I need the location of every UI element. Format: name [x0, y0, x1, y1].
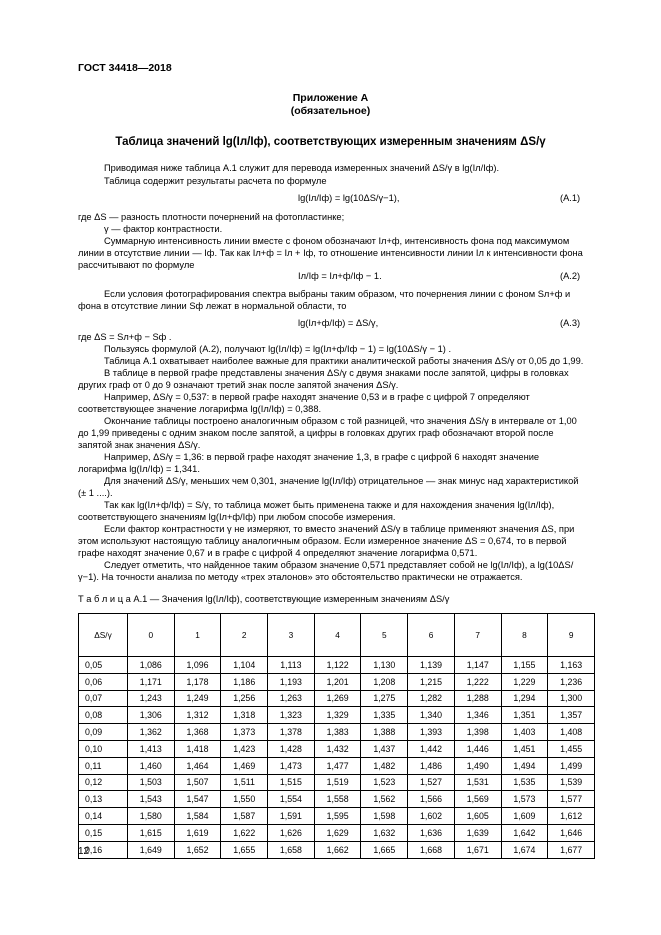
value-cell: 1,543 — [127, 791, 174, 808]
value-cell: 1,639 — [454, 824, 501, 841]
value-cell: 1,222 — [454, 673, 501, 690]
value-cell: 1,306 — [127, 707, 174, 724]
value-cell: 1,550 — [221, 791, 268, 808]
value-cell: 1,362 — [127, 724, 174, 741]
value-cell: 1,451 — [501, 740, 548, 757]
value-cell: 1,609 — [501, 808, 548, 825]
paragraph-7: где ΔS = Sл+ф − Sф . — [78, 332, 172, 342]
value-cell: 1,236 — [548, 673, 595, 690]
value-cell: 1,591 — [268, 808, 315, 825]
value-cell: 1,605 — [454, 808, 501, 825]
value-cell: 1,455 — [548, 740, 595, 757]
table-row — [79, 740, 595, 757]
value-cell: 1,486 — [408, 757, 455, 774]
value-cell: 1,677 — [548, 841, 595, 858]
main-title: Таблица значений lg(Iл/Iф), соответствующих измеренным значениям ΔS/γ — [115, 136, 546, 148]
value-cell: 1,595 — [314, 808, 361, 825]
value-cell: 1,662 — [314, 841, 361, 858]
value-cell: 1,482 — [361, 757, 408, 774]
value-cell: 1,282 — [408, 690, 455, 707]
value-cell: 1,527 — [408, 774, 455, 791]
header-cell: 8 — [501, 614, 548, 657]
value-cell: 1,577 — [548, 791, 595, 808]
value-cell: 1,351 — [501, 707, 548, 724]
value-cell: 1,263 — [268, 690, 315, 707]
value-cell: 1,494 — [501, 757, 548, 774]
paragraph-2: Таблица содержит результаты расчета по формуле — [104, 176, 327, 186]
value-cell: 1,340 — [408, 707, 455, 724]
value-cell: 1,535 — [501, 774, 548, 791]
value-cell: 1,171 — [127, 673, 174, 690]
row-key-cell: 0,06 — [79, 673, 128, 690]
value-cell: 1,515 — [268, 774, 315, 791]
header-cell: 5 — [361, 614, 408, 657]
table-row — [79, 673, 595, 690]
value-cell: 1,122 — [314, 657, 361, 674]
paragraph-10: В таблице в первой графе представлены значения ΔS/γ с двумя знаками после запятой, цифры в головках других граф от 0 до 9 означают третий знак после запятой значения ΔS/γ. — [78, 368, 569, 390]
value-cell: 1,473 — [268, 757, 315, 774]
value-cell: 1,632 — [361, 824, 408, 841]
value-cell: 1,503 — [127, 774, 174, 791]
paragraph-9: Таблица А.1 охватывает наиболее важные для практики аналитической работы значения ΔS/γ от 0,05 до 1,99. — [104, 356, 584, 366]
value-cell: 1,413 — [127, 740, 174, 757]
value-cell: 1,201 — [314, 673, 361, 690]
value-cell: 1,249 — [174, 690, 221, 707]
row-key-cell: 0,10 — [79, 740, 128, 757]
value-cell: 1,130 — [361, 657, 408, 674]
value-cell: 1,178 — [174, 673, 221, 690]
table-row — [79, 757, 595, 774]
value-cell: 1,584 — [174, 808, 221, 825]
value-cell: 1,580 — [127, 808, 174, 825]
value-cell: 1,398 — [454, 724, 501, 741]
formula-2: Iл/Iф = Iл+ф/Iф − 1. — [298, 271, 382, 281]
table-row — [79, 791, 595, 808]
value-cell: 1,139 — [408, 657, 455, 674]
value-cell: 1,646 — [548, 824, 595, 841]
value-cell: 1,113 — [268, 657, 315, 674]
paragraph-3: где ΔS — разность плотности почернений на фотопластинке; — [78, 212, 345, 222]
value-cell: 1,096 — [174, 657, 221, 674]
row-key-cell: 0,14 — [79, 808, 128, 825]
table-row — [79, 824, 595, 841]
paragraph-17: Следует отметить, что найденное таким образом значение 0,571 представляет собой не lg(Iл/Iф), а lg(10ΔS/γ−1). На точности анализа по методу «трех эталонов» это обстоятельство практически не отражается. — [78, 560, 574, 582]
document-header: ГОСТ 34418—2018 — [78, 62, 172, 74]
row-key-cell: 0,16 — [79, 841, 128, 858]
value-cell: 1,602 — [408, 808, 455, 825]
value-cell: 1,215 — [408, 673, 455, 690]
value-cell: 1,671 — [454, 841, 501, 858]
formula-3-number: (А.3) — [560, 318, 581, 328]
value-cell: 1,423 — [221, 740, 268, 757]
value-cell: 1,615 — [127, 824, 174, 841]
formula-1-number: (А.1) — [560, 193, 581, 203]
value-cell: 1,629 — [314, 824, 361, 841]
annex-subtitle: (обязательное) — [290, 105, 371, 117]
value-cell: 1,460 — [127, 757, 174, 774]
table-row — [79, 724, 595, 741]
value-cell: 1,155 — [501, 657, 548, 674]
paragraph-13: Например, ΔS/γ = 1,36: в первой графе находят значение 1,3, в графе с цифрой 6 находят значение логарифма lg(Iл/Iф) = 1,341. — [78, 452, 540, 474]
value-cell: 1,357 — [548, 707, 595, 724]
value-cell: 1,275 — [361, 690, 408, 707]
table-row — [79, 808, 595, 825]
paragraph-12: Окончание таблицы построено аналогичным образом с той разницей, что значения ΔS/γ в интервале от 1,00 до 1,99 приведены с одним знаком после запятой, а цифры в головках других граф обозначают второй после запятой знак значения ΔS/γ. — [78, 416, 577, 450]
value-cell: 1,368 — [174, 724, 221, 741]
value-cell: 1,408 — [548, 724, 595, 741]
value-cell: 1,446 — [454, 740, 501, 757]
value-cell: 1,418 — [174, 740, 221, 757]
row-key-cell: 0,12 — [79, 774, 128, 791]
value-cell: 1,383 — [314, 724, 361, 741]
value-cell: 1,507 — [174, 774, 221, 791]
table-row — [79, 707, 595, 724]
value-cell: 1,519 — [314, 774, 361, 791]
value-cell: 1,147 — [454, 657, 501, 674]
value-cell: 1,587 — [221, 808, 268, 825]
value-cell: 1,300 — [548, 690, 595, 707]
row-key-cell: 0,09 — [79, 724, 128, 741]
value-cell: 1,378 — [268, 724, 315, 741]
value-cell: 1,229 — [501, 673, 548, 690]
value-cell: 1,163 — [548, 657, 595, 674]
header-cell: 4 — [314, 614, 361, 657]
value-cell: 1,668 — [408, 841, 455, 858]
value-cell: 1,562 — [361, 791, 408, 808]
table-row — [79, 657, 595, 674]
value-cell: 1,490 — [454, 757, 501, 774]
header-cell: 3 — [268, 614, 315, 657]
value-cell: 1,428 — [268, 740, 315, 757]
value-cell: 1,329 — [314, 707, 361, 724]
row-key-cell: 0,11 — [79, 757, 128, 774]
paragraph-11: Например, ΔS/γ = 0,537: в первой графе находят значение 0,53 и в графе с цифрой 7 определяют соответствующее значение логарифма lg(Iл/Iф) = 0,388. — [78, 392, 530, 414]
table-row — [79, 841, 595, 858]
header-cell: 0 — [127, 614, 174, 657]
row-key-cell: 0,13 — [79, 791, 128, 808]
value-cell: 1,432 — [314, 740, 361, 757]
value-cell: 1,243 — [127, 690, 174, 707]
value-cell: 1,086 — [127, 657, 174, 674]
table-caption: Т а б л и ц а А.1 — Значения lg(Iл/Iф), соответствующие измеренным значениям ΔS/γ — [78, 594, 450, 604]
table-header-row — [79, 614, 595, 657]
page-number: 12 — [78, 846, 90, 857]
formula-2-number: (А.2) — [560, 271, 581, 281]
value-cell: 1,554 — [268, 791, 315, 808]
paragraph-1: Приводимая ниже таблица А.1 служит для перевода измеренных значений ΔS/γ в lg(Iл/Iф). — [104, 163, 500, 173]
value-cell: 1,346 — [454, 707, 501, 724]
header-cell: 9 — [548, 614, 595, 657]
value-cell: 1,569 — [454, 791, 501, 808]
row-key-cell: 0,07 — [79, 690, 128, 707]
annex-title: Приложение А — [292, 92, 369, 104]
value-cell: 1,573 — [501, 791, 548, 808]
value-cell: 1,511 — [221, 774, 268, 791]
value-cell: 1,104 — [221, 657, 268, 674]
table-row — [79, 774, 595, 791]
row-key-cell: 0,08 — [79, 707, 128, 724]
header-cell: ΔS/γ — [79, 614, 128, 657]
value-cell: 1,318 — [221, 707, 268, 724]
value-cell: 1,323 — [268, 707, 315, 724]
formula-1: lg(Iл/Iф) = lg(10ΔS/γ−1), — [298, 193, 400, 203]
paragraph-5: Суммарную интенсивность линии вместе с фоном обозначают Iл+ф, интенсивность фона под максимумом линии в отсутствие линии — Iф. Так как Iл+ф = Iл + Iф, то отношение интенсивности линии Iл к интенсивности фона рассчитывают по формуле — [78, 236, 583, 270]
value-cell: 1,469 — [221, 757, 268, 774]
value-cell: 1,312 — [174, 707, 221, 724]
value-cell: 1,186 — [221, 673, 268, 690]
value-cell: 1,558 — [314, 791, 361, 808]
value-cell: 1,626 — [268, 824, 315, 841]
paragraph-14: Для значений ΔS/γ, меньших чем 0,301, значение lg(Iл/Iф) отрицательное — знак минус над характеристикой (± 1 ....). — [78, 476, 579, 498]
header-cell: 2 — [221, 614, 268, 657]
value-cell: 1,652 — [174, 841, 221, 858]
value-cell: 1,464 — [174, 757, 221, 774]
paragraph-16: Если фактор контрастности γ не измеряют, то вместо значений ΔS/γ в таблице применяют значения ΔS, при этом используют настоящую таблицу аналогичным образом. Если измеренное значение ΔS = 0,674, то в первой графе находят значение 0,67 и в графе с цифрой 4 определяют значение логарифма 0,571. — [78, 524, 575, 558]
value-cell: 1,612 — [548, 808, 595, 825]
value-cell: 1,665 — [361, 841, 408, 858]
value-cell: 1,208 — [361, 673, 408, 690]
row-key-cell: 0,15 — [79, 824, 128, 841]
paragraph-4: γ — фактор контрастности. — [104, 224, 223, 234]
row-key-cell: 0,05 — [79, 657, 128, 674]
value-cell: 1,649 — [127, 841, 174, 858]
value-cell: 1,523 — [361, 774, 408, 791]
value-cell: 1,373 — [221, 724, 268, 741]
value-cell: 1,619 — [174, 824, 221, 841]
value-cell: 1,566 — [408, 791, 455, 808]
value-cell: 1,477 — [314, 757, 361, 774]
value-cell: 1,531 — [454, 774, 501, 791]
value-cell: 1,499 — [548, 757, 595, 774]
formula-3: lg(Iл+ф/Iф) = ΔS/γ, — [298, 318, 379, 328]
value-cell: 1,636 — [408, 824, 455, 841]
value-cell: 1,403 — [501, 724, 548, 741]
paragraph-8: Пользуясь формулой (А.2), получают lg(Iл/Iф) = lg(Iл+ф/Iф − 1) = lg(10ΔS/γ − 1) . — [104, 344, 452, 354]
value-cell: 1,335 — [361, 707, 408, 724]
value-cell: 1,655 — [221, 841, 268, 858]
value-cell: 1,256 — [221, 690, 268, 707]
value-cell: 1,294 — [501, 690, 548, 707]
header-cell: 7 — [454, 614, 501, 657]
value-cell: 1,547 — [174, 791, 221, 808]
value-cell: 1,539 — [548, 774, 595, 791]
value-cell: 1,598 — [361, 808, 408, 825]
value-cell: 1,393 — [408, 724, 455, 741]
log-values-table — [78, 613, 595, 859]
value-cell: 1,674 — [501, 841, 548, 858]
table-row — [79, 690, 595, 707]
value-cell: 1,388 — [361, 724, 408, 741]
value-cell: 1,642 — [501, 824, 548, 841]
value-cell: 1,437 — [361, 740, 408, 757]
value-cell: 1,288 — [454, 690, 501, 707]
header-cell: 6 — [408, 614, 455, 657]
value-cell: 1,622 — [221, 824, 268, 841]
value-cell: 1,193 — [268, 673, 315, 690]
paragraph-6: Если условия фотографирования спектра выбраны таким образом, что почернения линии с фоном Sл+ф и фона в отсутствие линии Sф лежат в нормальной области, то — [78, 289, 571, 311]
paragraph-15: Так как lg(Iл+ф/Iф) = S/γ, то таблица может быть применена также и для нахождения значения lg(Iл/Iф), соответствующего значениям lg(Iл+ф/Iф) при любом способе измерения. — [78, 500, 555, 522]
value-cell: 1,658 — [268, 841, 315, 858]
value-cell: 1,269 — [314, 690, 361, 707]
value-cell: 1,442 — [408, 740, 455, 757]
header-cell: 1 — [174, 614, 221, 657]
